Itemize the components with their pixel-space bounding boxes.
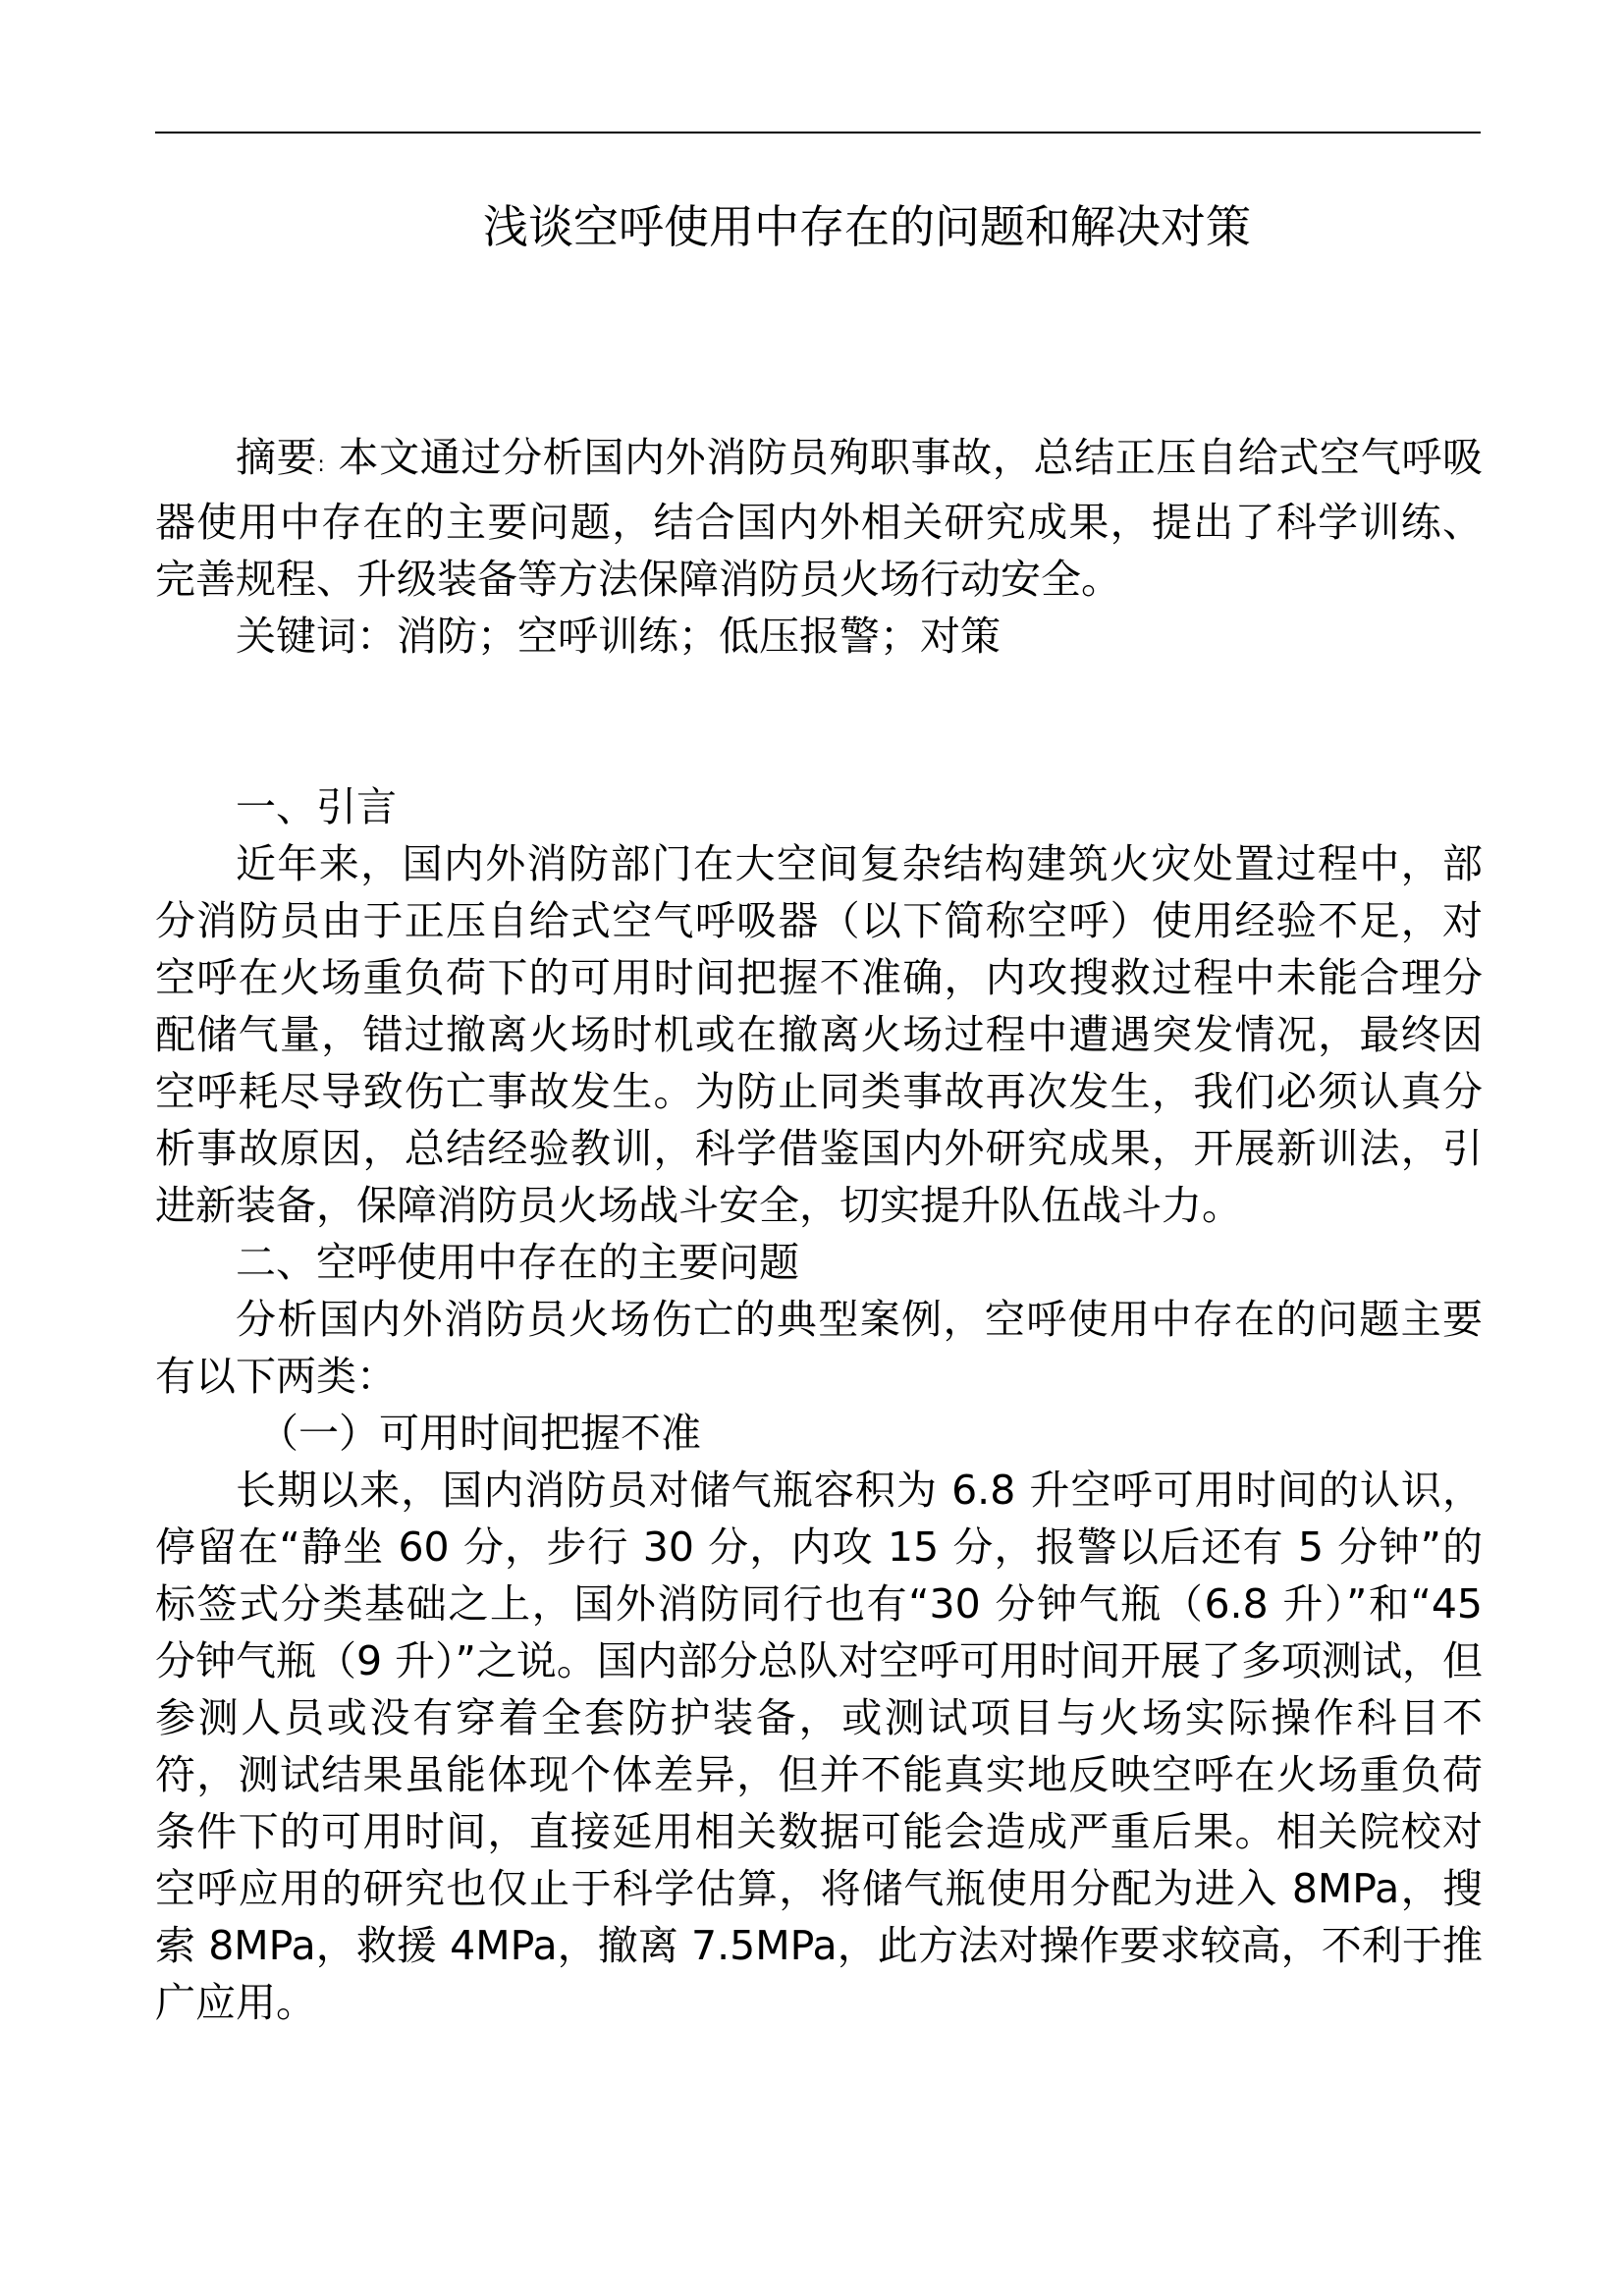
abstract-paragraph [155,429,1483,608]
subsection-heading-time: （一）可用时间把握不准 [258,1410,701,1457]
header-rule [155,132,1481,133]
abstract-label: 摘要 [236,434,318,481]
subsection-paragraph-time: 长期以来，国内消防员对储气瓶容积为 6.8 升空呼可用时间的认识，停留在“静坐 60 分，步行 30 分，内攻 15 分，报警以后还有 5 分钟”的标签式分类基础之上，国外消防同行也有“30 分钟气瓶（6.8 升）”和“45 分钟气瓶（9 升）”之说。国内部分总队对空呼可用时间开展了多项测试，但参测人员或没有穿着全套防护装备，或测试项目与火场实际操作科目不符，测试结果虽能体现个体差异，但并不能真实地反映空呼在火场重负荷条件下的可用时间，直接延用相关数据可能会造成严重后果。相关院校对空呼应用的研究也仅止于科学估算，将储气瓶使用分配为进入 8MPa，搜索 8MPa，救援 4MPa，撤离 7.5MPa，此方法对操作要求较高，不利于推广应用。 [155,1467,1483,2026]
document-title: 浅谈空呼使用中存在的问题和解决对策 [483,200,1251,253]
abstract-text: 本文通过分析国内外消防员殉职事故，总结正压自给式空气呼吸器使用中存在的主要问题，结合国内外相关研究成果，提出了科学训练、完善规程、升级装备等方法保障消防员火场行动安全。 [155,434,1483,603]
introduction-paragraph: 近年来，国内外消防部门在大空间复杂结构建筑火灾处置过程中，部分消防员由于正压自给式空气呼吸器（以下简称空呼）使用经验不足，对空呼在火场重负荷下的可用时间把握不准确，内攻搜救过程中未能合理分配储气量，错过撤离火场时机或在撤离火场过程中遭遇突发情况，最终因空呼耗尽导致伤亡事故发生。为防止同类事故再次发生，我们必须认真分析事故原因，总结经验教训，科学借鉴国内外研究成果，开展新训法，引进新装备，保障消防员火场战斗安全，切实提升队伍战斗力。 [155,840,1483,1229]
keywords-line: 关键词：消防；空呼训练；低压报警；对策 [236,613,1001,660]
document-body [155,429,1483,2031]
main-problems-paragraph: 分析国内外消防员火场伤亡的典型案例，空呼使用中存在的问题主要有以下两类： [155,1296,1483,1400]
abstract-colon: : [317,453,325,477]
section-heading-main-problems: 二、空呼使用中存在的主要问题 [236,1239,799,1286]
section-heading-introduction: 一、引言 [236,783,397,830]
